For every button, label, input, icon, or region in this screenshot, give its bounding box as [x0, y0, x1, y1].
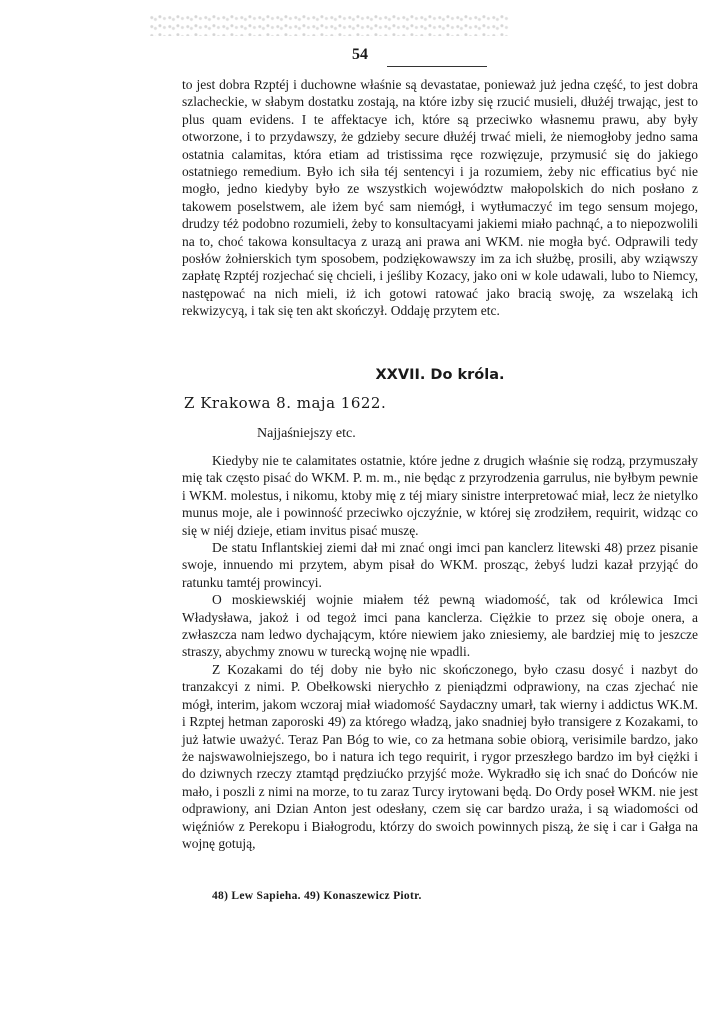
body-paragraph: O moskiewskiéj wojnie miałem téż pewną wiadomość, tak od królewica Imci Władysława, jakoż i od tegoż imci pana kanclerza. Ciężkie to przez się oboje onera, a zwłaszcza nam ledwo dychającym, które niewiem jako zniesiemy, ale bardziej mię to jeszcze straszy, abychmy znowu w turecką wojnę nie wpadli.	[182, 592, 698, 660]
page-number: 54	[352, 46, 368, 63]
body-paragraph: Z Kozakami do téj doby nie było nic skończonego, było czasu dosyć i nazbyt do tranzakcyi z nimi. P. Obełkowski nierychło z pieniądzmi odprawiony, na czas zjechać nie mógł, interim, jakom wczoraj miał wiadomość Saydaczny umarł, tak wierny i addictus WK.M. i Rzptej hetman zaporoski 49) za którego władzą, jako snadniej było transigere z Kozakami, to już łatwie uważyć. Teraz Pan Bóg to wie, co za hetmana sobie obiorą, verisimile bardzo, jako że najswawolniejszego, bo i natura ich tego requirit, i rygor przeszłego bardzo im był ciężki i do dziwnych rzeczy ztamtąd prędziućko przyjść może. Wykradło się ich snać do Dońców nie mało, i poszli z nimi na morze, to tu zaraz Turcy irytowani będą. Do Ordy poseł WKM. nie jest odprawiony, ani Dzian Anton jest odesłany, czem się car bardzo uraża, i są wiadomości od więźniów z Perekopu i Białogrodu, którzy do swoich powinnych piszą, że się i car i Gałga na wojnę gotują,	[182, 661, 698, 851]
letter-heading: XXVII. Do króla.	[375, 367, 505, 383]
letter-salutation: Najjaśniejszy etc.	[257, 426, 356, 441]
letter-body	[182, 452, 698, 852]
paragraph-continued	[182, 76, 698, 320]
body-paragraph: Kiedyby nie te calamitates ostatnie, które jedne z drugich właśnie się rodzą, przymuszały mię tak często pisać do WKM. P. m. m., nie będąc z przyrodzenia garrulus, nie byłbym pewnie i WKM. molestus, i nikomu, ktoby mię z téj miary sinistre interpretować miał, lecz że nietylko munus moje, ale i powinność przeciwko ojczyźnie, w której się zrodziłem, requirit, widząc co się w niéj dzieje, etiam invitus pisać muszę.	[182, 453, 698, 538]
body-paragraph: De statu Inflantskiej ziemi dał mi znać ongi imci pan kanclerz litewski 48) przez pisanie swoje, innuendo mi przytem, abym pisał do WKM. prosząc, żebyś ludzi kazał przyjąć do ratunku tamtéj prowincyi.	[182, 540, 698, 590]
scan-noise	[150, 14, 510, 36]
paragraph-text: to jest dobra Rzptéj i duchowne właśnie są devastatae, ponieważ już jedna część, to jest dobra szlacheckie, w słabym dostatku zostają, na które izby się rzucić musieli, dłużéj trwając, jest to plus quam evidens. I te affektacye ich, które są przeciwko własnemu prawu, aby były otworzone, i to przydawszy, że gdzieby secure dłużéj trwać mieli, że niemogłoby jedno sama ostatnia calamitas, która etiam ad tristissima ręce rozwięzuje, przymusić się do jakiego ostatniego remedium. Było ich siła téj sentencyi i ja rozumiem, żeby nic efficatius być nie mogło, jedno kiedyby było ze wszystkich województw małopolskich do nich posłano z takowem poselstwem, ale iżem być sam niemógł, i wytłumaczyć im tego sensum mojego, drudzy téż podobno rozumieli, żeby to konsultacyami jakiemi miało pachnąć, a to niepozwolili na to, choć takowa konsultacya z urazą ani prawa ani WKM. nie mogła być. Odprawili tedy posłów żołnierskich tym sposobem, podziękowawszy im za ich służbę, prosili, aby wziąwszy zapłatę Rzptéj rozjechać się chcieli, i jeśliby Kozacy, jako oni w kole udawali, lubo to Niemcy, następować na nich mieli, iż ich gotowi ratować jako bracią swoję, za wszelaką ich rekwizycyą, i tak się ten akt skończył. Oddaję przytem etc.	[182, 77, 698, 319]
letter-dateline: Z Krakowa 8. maja 1622.	[184, 394, 387, 412]
page-number-rule	[387, 66, 487, 67]
footnotes: 48) Lew Sapieha. 49) Konaszewicz Piotr.	[212, 890, 422, 902]
